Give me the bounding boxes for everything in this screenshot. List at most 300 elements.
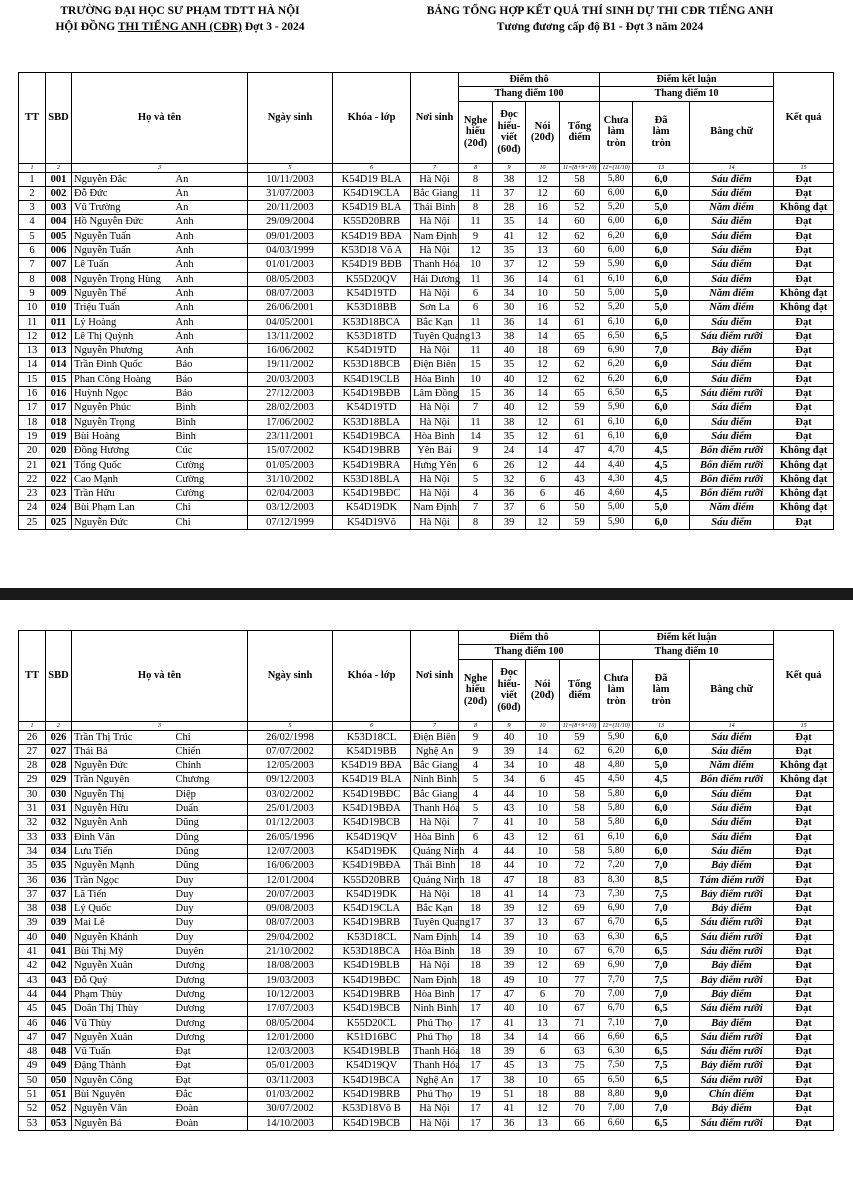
header-line: tròn <box>651 695 671 707</box>
table-row <box>19 816 834 830</box>
row-words: Sáu điểm <box>690 802 774 816</box>
row-tt: 30 <box>19 787 46 801</box>
header-line: tròn <box>651 137 671 149</box>
table-row <box>19 286 834 300</box>
row-unrounded: 5,80 <box>600 802 633 816</box>
row-class: K54D19 BLA <box>333 773 411 787</box>
row-class: K54D19BCB <box>333 1116 411 1130</box>
row-family-name: Hồ Nguyễn Đức <box>72 215 176 229</box>
row-sbd: 041 <box>46 945 72 959</box>
row-read: 43 <box>493 802 526 816</box>
row-given-name: Dương <box>176 973 248 987</box>
row-read: 43 <box>493 830 526 844</box>
row-speak: 16 <box>526 201 560 215</box>
row-pob: Hòa Bình <box>411 429 459 443</box>
header-line: (60đ) <box>497 143 521 155</box>
row-pob: Hà Nội <box>411 1102 459 1116</box>
row-tt: 45 <box>19 1002 46 1016</box>
row-sbd: 052 <box>46 1102 72 1116</box>
row-tt: 24 <box>19 501 46 515</box>
row-rounded: 6,5 <box>633 387 690 401</box>
row-rounded: 5,0 <box>633 286 690 300</box>
row-tt: 10 <box>19 301 46 315</box>
row-unrounded: 8,80 <box>600 1088 633 1102</box>
row-read: 32 <box>493 472 526 486</box>
row-unrounded: 6,90 <box>600 902 633 916</box>
row-dob: 01/03/2002 <box>248 1088 333 1102</box>
row-result: Không đạt <box>774 286 834 300</box>
row-sbd: 021 <box>46 458 72 472</box>
row-total: 62 <box>560 372 600 386</box>
table-row <box>19 272 834 286</box>
row-total: 67 <box>560 945 600 959</box>
row-unrounded: 5,90 <box>600 515 633 529</box>
row-total: 61 <box>560 429 600 443</box>
row-sbd: 036 <box>46 873 72 887</box>
row-family-name: Nguyễn Mạnh <box>72 859 176 873</box>
row-tt: 52 <box>19 1102 46 1116</box>
row-unrounded: 5,00 <box>600 286 633 300</box>
row-total: 60 <box>560 215 600 229</box>
row-unrounded: 6,60 <box>600 1030 633 1044</box>
row-class: K54D19BĐA <box>333 859 411 873</box>
row-result: Đạt <box>774 859 834 873</box>
row-speak: 10 <box>526 1073 560 1087</box>
row-given-name: Duẩn <box>176 802 248 816</box>
row-rounded: 5,0 <box>633 501 690 515</box>
row-words: Tám điểm rưỡi <box>690 873 774 887</box>
row-dob: 08/05/2003 <box>248 272 333 286</box>
row-pob: Hà Nội <box>411 1116 459 1130</box>
row-pob: Hà Nội <box>411 172 459 186</box>
row-total: 63 <box>560 930 600 944</box>
row-read: 49 <box>493 973 526 987</box>
table-row <box>19 916 834 930</box>
row-words: Bốn điểm rưỡi <box>690 458 774 472</box>
row-family-name: Nguyễn Văn <box>72 1102 176 1116</box>
row-dob: 01/01/2003 <box>248 258 333 272</box>
row-pob: Hà Nội <box>411 515 459 529</box>
row-family-name: Lê Thị Quỳnh <box>72 329 176 343</box>
row-pob: Ninh Bình <box>411 773 459 787</box>
col-header-words: Bằng chữ <box>690 101 774 163</box>
header-line: Chưa <box>603 114 629 126</box>
col-group-raw-scale: Thang điểm 100 <box>459 645 600 659</box>
row-pob: Hòa Bình <box>411 372 459 386</box>
row-words: Sáu điểm <box>690 315 774 329</box>
row-words: Năm điểm <box>690 201 774 215</box>
row-given-name: Cường <box>176 487 248 501</box>
row-class: K55D20CL <box>333 1016 411 1030</box>
row-result: Đạt <box>774 787 834 801</box>
row-sbd: 032 <box>46 816 72 830</box>
row-pob: Bắc Giang <box>411 759 459 773</box>
row-given-name: Bình <box>176 401 248 415</box>
table-row <box>19 902 834 916</box>
row-tt: 31 <box>19 802 46 816</box>
row-class: K54D19 BĐA <box>333 229 411 243</box>
row-speak: 10 <box>526 759 560 773</box>
row-words: Bảy điểm rưỡi <box>690 973 774 987</box>
row-family-name: Bùi Phạm Lan <box>72 501 176 515</box>
row-result: Đạt <box>774 1073 834 1087</box>
row-listen: 18 <box>459 945 493 959</box>
row-sbd: 003 <box>46 201 72 215</box>
row-unrounded: 6,10 <box>600 272 633 286</box>
row-result: Đạt <box>774 1102 834 1116</box>
row-given-name: Đoàn <box>176 1116 248 1130</box>
table-row <box>19 1045 834 1059</box>
row-listen: 11 <box>459 186 493 200</box>
row-sbd: 014 <box>46 358 72 372</box>
row-result: Đạt <box>774 401 834 415</box>
row-sbd: 011 <box>46 315 72 329</box>
row-class: K53D18BCA <box>333 315 411 329</box>
row-class: K54D19BLB <box>333 1045 411 1059</box>
row-total: 66 <box>560 1030 600 1044</box>
row-rounded: 6,0 <box>633 730 690 744</box>
row-listen: 18 <box>459 959 493 973</box>
row-given-name: Dương <box>176 987 248 1001</box>
row-dob: 29/09/2004 <box>248 215 333 229</box>
column-index: 6 <box>333 163 411 172</box>
row-words: Sáu điểm <box>690 186 774 200</box>
row-words: Năm điểm <box>690 286 774 300</box>
row-rounded: 7,0 <box>633 959 690 973</box>
row-words: Sáu điểm <box>690 830 774 844</box>
row-read: 36 <box>493 1116 526 1130</box>
col-header-name: Họ và tên <box>72 73 248 164</box>
row-pob: Hà Nội <box>411 415 459 429</box>
row-sbd: 006 <box>46 244 72 258</box>
row-listen: 5 <box>459 472 493 486</box>
row-unrounded: 4,50 <box>600 773 633 787</box>
row-rounded: 4,5 <box>633 458 690 472</box>
header-line: hiểu <box>465 126 486 138</box>
row-dob: 20/11/2003 <box>248 201 333 215</box>
row-dob: 31/10/2002 <box>248 472 333 486</box>
row-dob: 12/07/2003 <box>248 844 333 858</box>
row-sbd: 037 <box>46 887 72 901</box>
row-result: Đạt <box>774 387 834 401</box>
results-sheet-page-1 <box>0 0 853 588</box>
row-unrounded: 5,00 <box>600 501 633 515</box>
row-listen: 17 <box>459 1102 493 1116</box>
row-class: K54D19CLB <box>333 372 411 386</box>
col-header-tt: TT <box>19 631 46 722</box>
row-read: 36 <box>493 315 526 329</box>
row-total: 50 <box>560 286 600 300</box>
row-result: Đạt <box>774 1030 834 1044</box>
table-row <box>19 401 834 415</box>
row-class: K54D19BĐC <box>333 787 411 801</box>
row-result: Đạt <box>774 830 834 844</box>
row-dob: 12/03/2003 <box>248 1045 333 1059</box>
table-row <box>19 802 834 816</box>
header-line: Tổng <box>567 120 592 132</box>
row-words: Sáu điểm <box>690 244 774 258</box>
row-pob: Yên Bái <box>411 444 459 458</box>
row-read: 35 <box>493 429 526 443</box>
table-row <box>19 472 834 486</box>
row-read: 37 <box>493 186 526 200</box>
row-words: Sáu điểm <box>690 730 774 744</box>
row-read: 24 <box>493 444 526 458</box>
header-line: viết <box>500 132 518 144</box>
row-family-name: Thái Bá <box>72 744 176 758</box>
row-class: K54D19BCA <box>333 429 411 443</box>
row-class: K54D19CLA <box>333 186 411 200</box>
col-group-final-scale: Thang điểm 10 <box>600 645 774 659</box>
row-pob: Bắc Kạn <box>411 315 459 329</box>
row-tt: 53 <box>19 1116 46 1130</box>
row-class: K54D19QV <box>333 1059 411 1073</box>
row-rounded: 6,0 <box>633 816 690 830</box>
row-rounded: 4,5 <box>633 487 690 501</box>
row-class: K54D19DK <box>333 887 411 901</box>
row-result: Đạt <box>774 186 834 200</box>
header-line: (60đ) <box>497 701 521 713</box>
row-class: K54D19BRB <box>333 916 411 930</box>
results-table <box>18 72 834 530</box>
row-family-name: Nguyễn Tuấn <box>72 229 176 243</box>
row-dob: 07/07/2002 <box>248 744 333 758</box>
row-unrounded: 4,70 <box>600 444 633 458</box>
header-line: (20đ) <box>530 132 555 144</box>
row-tt: 51 <box>19 1088 46 1102</box>
row-read: 26 <box>493 458 526 472</box>
row-total: 70 <box>560 1102 600 1116</box>
row-rounded: 6,0 <box>633 258 690 272</box>
row-total: 65 <box>560 329 600 343</box>
row-pob: Tuyên Quang <box>411 329 459 343</box>
row-listen: 4 <box>459 487 493 501</box>
row-family-name: Lã Tiến <box>72 887 176 901</box>
row-unrounded: 6,10 <box>600 415 633 429</box>
row-family-name: Vũ Thùy <box>72 1016 176 1030</box>
row-listen: 8 <box>459 201 493 215</box>
row-dob: 08/07/2003 <box>248 916 333 930</box>
row-total: 61 <box>560 830 600 844</box>
row-dob: 31/07/2003 <box>248 186 333 200</box>
row-family-name: Trần Thị Trúc <box>72 730 176 744</box>
row-speak: 14 <box>526 1030 560 1044</box>
col-header-words: Bằng chữ <box>690 659 774 721</box>
row-given-name: Dương <box>176 1016 248 1030</box>
row-total: 75 <box>560 1059 600 1073</box>
row-result: Đạt <box>774 329 834 343</box>
table-row <box>19 201 834 215</box>
row-tt: 37 <box>19 887 46 901</box>
row-family-name: Trần Hữu <box>72 487 176 501</box>
column-index: 12=(11/10) <box>600 721 633 730</box>
row-pob: Điện Biên <box>411 730 459 744</box>
row-sbd: 049 <box>46 1059 72 1073</box>
row-pob: Hòa Bình <box>411 945 459 959</box>
row-dob: 07/12/1999 <box>248 515 333 529</box>
column-index: 9 <box>493 721 526 730</box>
row-read: 39 <box>493 959 526 973</box>
row-read: 47 <box>493 987 526 1001</box>
row-total: 60 <box>560 244 600 258</box>
header-line: làm <box>607 126 625 138</box>
row-class: K54D19 BĐB <box>333 258 411 272</box>
row-result: Không đạt <box>774 773 834 787</box>
column-index: 5 <box>248 163 333 172</box>
row-read: 35 <box>493 244 526 258</box>
header-line: Chưa <box>603 672 629 684</box>
row-class: K53D18BLA <box>333 415 411 429</box>
row-family-name: Triệu Tuấn <box>72 301 176 315</box>
row-pob: Hà Nội <box>411 215 459 229</box>
row-given-name: Anh <box>176 315 248 329</box>
row-listen: 18 <box>459 873 493 887</box>
row-family-name: Nguyễn Hữu <box>72 802 176 816</box>
row-listen: 5 <box>459 773 493 787</box>
header-line: Nghe <box>463 114 488 126</box>
row-dob: 03/12/2003 <box>248 501 333 515</box>
row-tt: 38 <box>19 902 46 916</box>
row-dob: 30/07/2002 <box>248 1102 333 1116</box>
row-read: 44 <box>493 859 526 873</box>
header-line: Đã <box>654 114 668 126</box>
row-dob: 09/08/2003 <box>248 902 333 916</box>
row-result: Đạt <box>774 172 834 186</box>
col-header-name: Họ và tên <box>72 631 248 722</box>
row-speak: 13 <box>526 1016 560 1030</box>
row-family-name: Nguyễn Đức <box>72 759 176 773</box>
row-tt: 34 <box>19 844 46 858</box>
row-rounded: 6,0 <box>633 172 690 186</box>
row-total: 83 <box>560 873 600 887</box>
row-total: 58 <box>560 816 600 830</box>
row-result: Đạt <box>774 244 834 258</box>
row-pob: Lâm Đồng <box>411 387 459 401</box>
row-given-name: Cúc <box>176 444 248 458</box>
row-words: Sáu điểm <box>690 844 774 858</box>
row-listen: 18 <box>459 902 493 916</box>
header-line: Nói <box>534 120 551 132</box>
row-words: Bảy điểm <box>690 859 774 873</box>
col-header-listen <box>459 659 493 721</box>
row-class: K53D18CL <box>333 930 411 944</box>
row-unrounded: 6,70 <box>600 916 633 930</box>
row-class: K54D19Võ <box>333 515 411 529</box>
row-family-name: Nguyễn Đức <box>72 515 176 529</box>
row-dob: 27/12/2003 <box>248 387 333 401</box>
row-total: 46 <box>560 487 600 501</box>
page-separator <box>0 588 853 600</box>
row-result: Đạt <box>774 802 834 816</box>
column-index: 3 <box>72 163 248 172</box>
header-line: Tổng <box>567 678 592 690</box>
row-family-name: Trần Đình Quốc <box>72 358 176 372</box>
row-listen: 17 <box>459 987 493 1001</box>
row-tt: 3 <box>19 201 46 215</box>
table-row <box>19 1116 834 1130</box>
row-family-name: Bùi Hoàng <box>72 429 176 443</box>
row-given-name: Duy <box>176 930 248 944</box>
row-speak: 12 <box>526 515 560 529</box>
row-listen: 11 <box>459 272 493 286</box>
row-family-name: Doãn Thị Thùy <box>72 1002 176 1016</box>
row-given-name: Dương <box>176 1002 248 1016</box>
row-total: 70 <box>560 987 600 1001</box>
row-speak: 18 <box>526 1088 560 1102</box>
header-line: điểm <box>568 690 591 702</box>
row-tt: 43 <box>19 973 46 987</box>
row-given-name: Anh <box>176 329 248 343</box>
row-tt: 35 <box>19 859 46 873</box>
row-tt: 47 <box>19 1030 46 1044</box>
row-speak: 10 <box>526 816 560 830</box>
row-result: Không đạt <box>774 487 834 501</box>
row-unrounded: 6,20 <box>600 372 633 386</box>
row-class: K54D19BRB <box>333 987 411 1001</box>
table-row <box>19 429 834 443</box>
row-tt: 39 <box>19 916 46 930</box>
row-speak: 6 <box>526 987 560 1001</box>
row-unrounded: 4,30 <box>600 472 633 486</box>
row-read: 40 <box>493 401 526 415</box>
row-given-name: An <box>176 172 248 186</box>
row-pob: Hà Nội <box>411 244 459 258</box>
row-family-name: Nguyễn Trọng Hùng <box>72 272 176 286</box>
row-speak: 10 <box>526 930 560 944</box>
row-speak: 14 <box>526 744 560 758</box>
row-tt: 44 <box>19 987 46 1001</box>
col-header-result: Kết quả <box>774 73 834 164</box>
row-sbd: 029 <box>46 773 72 787</box>
row-given-name: Chương <box>176 773 248 787</box>
row-tt: 15 <box>19 372 46 386</box>
row-result: Đạt <box>774 987 834 1001</box>
row-speak: 10 <box>526 802 560 816</box>
row-listen: 4 <box>459 844 493 858</box>
column-index: 11=(8+9+10) <box>560 163 600 172</box>
row-result: Đạt <box>774 358 834 372</box>
row-pob: Bắc Giang <box>411 787 459 801</box>
row-speak: 14 <box>526 272 560 286</box>
row-listen: 14 <box>459 429 493 443</box>
row-speak: 12 <box>526 401 560 415</box>
row-listen: 15 <box>459 387 493 401</box>
row-speak: 13 <box>526 244 560 258</box>
row-listen: 11 <box>459 415 493 429</box>
row-dob: 05/01/2003 <box>248 1059 333 1073</box>
col-group-final: Điểm kết luận <box>600 73 774 87</box>
row-words: Bốn điểm rưỡi <box>690 472 774 486</box>
row-words: Bốn điểm rưỡi <box>690 487 774 501</box>
row-result: Không đạt <box>774 759 834 773</box>
row-dob: 14/10/2003 <box>248 1116 333 1130</box>
row-words: Năm điểm <box>690 301 774 315</box>
row-dob: 12/01/2004 <box>248 873 333 887</box>
row-family-name: Mai Lê <box>72 916 176 930</box>
row-listen: 7 <box>459 401 493 415</box>
row-pob: Thái Bình <box>411 201 459 215</box>
row-tt: 25 <box>19 515 46 529</box>
row-words: Năm điểm <box>690 501 774 515</box>
table-row <box>19 301 834 315</box>
row-family-name: Vũ Tuấn <box>72 1045 176 1059</box>
row-words: Năm điểm <box>690 759 774 773</box>
row-result: Đạt <box>774 902 834 916</box>
row-family-name: Lý Quốc <box>72 902 176 916</box>
row-speak: 12 <box>526 959 560 973</box>
table-row <box>19 1088 834 1102</box>
row-unrounded: 6,90 <box>600 344 633 358</box>
